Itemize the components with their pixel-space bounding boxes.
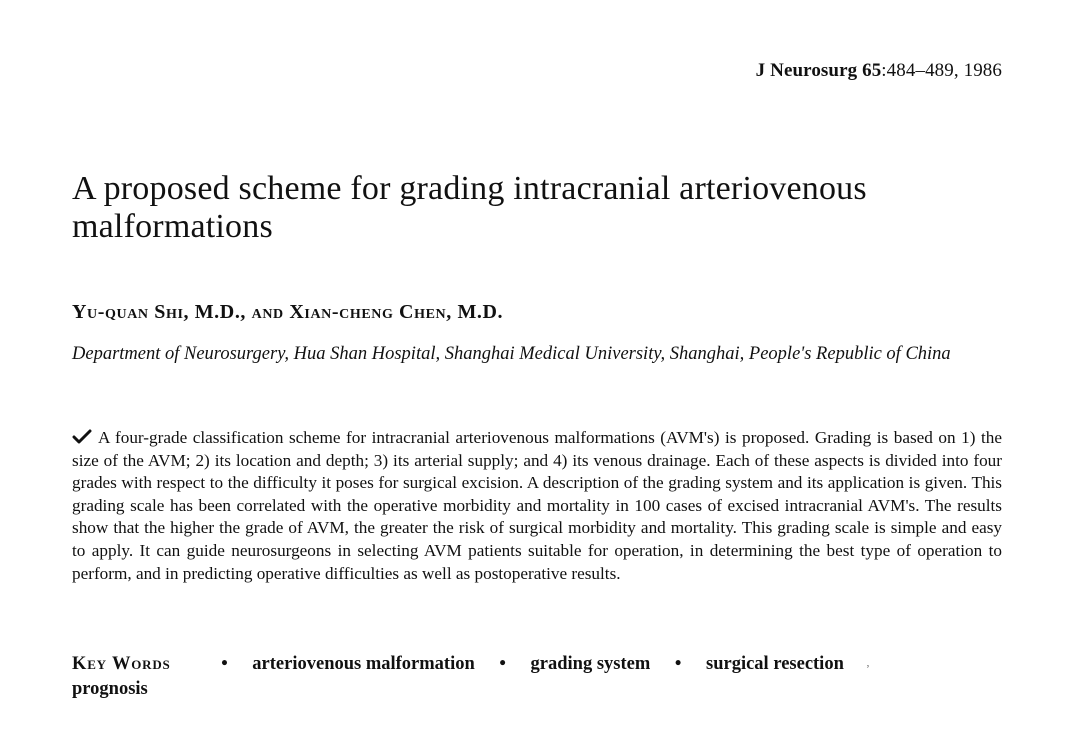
abstract xyxy=(72,427,1002,585)
keywords-label: Key Words xyxy=(72,654,171,674)
keywords-section xyxy=(72,650,1002,702)
keyword-item: arteriovenous malformation xyxy=(252,654,475,674)
journal-pages: :484–489, xyxy=(881,60,959,81)
journal-year: 1986 xyxy=(963,60,1002,81)
keyword-separator: • xyxy=(674,654,682,674)
affiliation: Department of Neurosurgery, Hua Shan Hospital, Shanghai Medical University, Shanghai, People's Republic of China xyxy=(72,344,951,364)
keyword-separator: • xyxy=(221,654,228,674)
keyword-item: surgical resection xyxy=(706,654,844,674)
abstract-text: A four-grade classification scheme for intracranial arteriovenous malformations (AVM's) is proposed. Grading is based on 1) the size of the AVM; 2) its location and depth; 3) its arterial supply; and 4) its venous drainage. Each of these aspects is divided into four grades with respect to the difficulty it poses for surgical excision. A description of the grading system and its application is given. This grading scale has been correlated with the operative morbidity and mortality in 100 cases of excised intracranial AVM's. The results show that the higher the grade of AVM, the greater the risk of surgical morbidity and mortality. This grading scale is simple and easy to apply. It can guide neurosurgeons in selecting AVM patients suitable for operation, in determining the best type of operation to perform, and in predicting operative difficulties as well as postoperative results. xyxy=(72,428,1002,583)
journal-citation xyxy=(756,60,1002,82)
checkmark-icon xyxy=(72,428,92,444)
keyword-item: grading system xyxy=(530,654,651,674)
keyword-separator: • xyxy=(499,654,506,674)
journal-name: J Neurosurg xyxy=(755,60,858,81)
keyword-item: prognosis xyxy=(72,679,148,699)
author-line: Yu-quan Shi, M.D., and Xian-cheng Chen, M.D. xyxy=(72,301,504,323)
journal-volume: 65 xyxy=(862,60,882,81)
paper-title: A proposed scheme for grading intracranial arteriovenous malformations xyxy=(72,170,867,245)
stray-mark: , xyxy=(866,655,870,669)
